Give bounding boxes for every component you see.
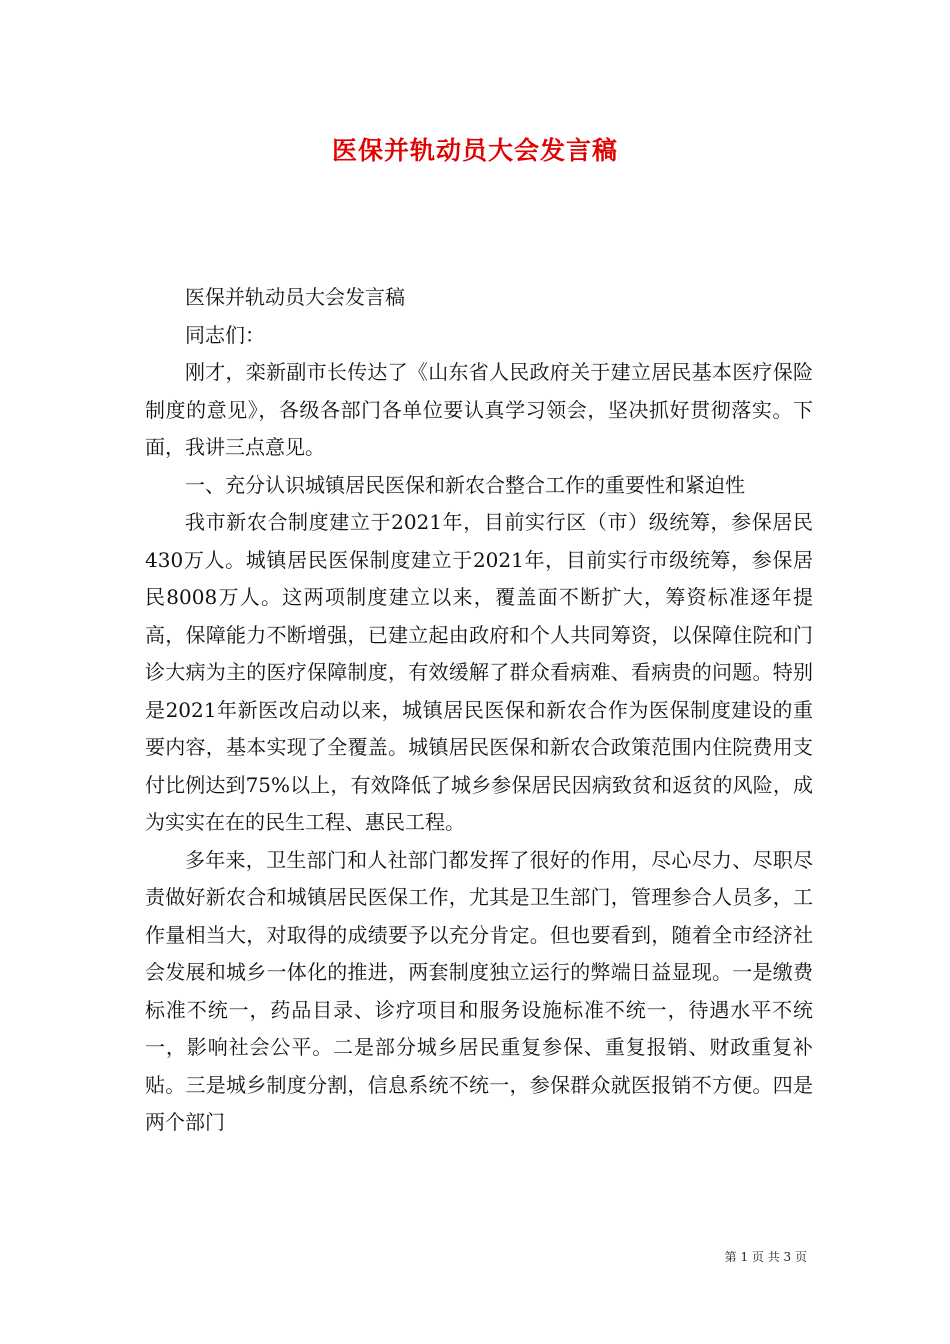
body-paragraph: 刚才，栾新副市长传达了《山东省人民政府关于建立居民基本医疗保险制度的意见》，各级各部门各单位要认真学习领会，坚决抓好贯彻落实。下面，我讲三点意见。: [145, 360, 813, 459]
body-paragraph: 同志们：: [185, 322, 265, 347]
body-paragraph: 我市新农合制度建立于2021年，目前实行区（市）级统筹，参保居民430万人。城镇居民医保制度建立于2021年，目前实行市级统筹，参保居民8008万人。这两项制度建立以来，覆盖面不断扩大，筹资标准逐年提高，保障能力不断增强，已建立起由政府和个人共同筹资，以保障住院和门诊大病为主的医疗保障制度，有效缓解了群众看病难、看病贵的问题。特别是2021年新医改启动以来，城镇居民医保和新农合作为医保制度建设的重要内容，基本实现了全覆盖。城镇居民医保和新农合政策范围内住院费用支付比例达到75%以上，有效降低了城乡参保居民因病致贫和返贫的风险，成为实实在在的民生工程、惠民工程。: [145, 510, 813, 834]
body-paragraph: 医保并轨动员大会发言稿: [185, 285, 405, 309]
body-paragraph: 多年来，卫生部门和人社部门都发挥了很好的作用，尽心尽力、尽职尽责做好新农合和城镇居民医保工作，尤其是卫生部门，管理参合人员多，工作量相当大，对取得的成绩要予以充分肯定。但也要看到，随着全市经济社会发展和城乡一体化的推进，两套制度独立运行的弊端日益显现。一是缴费标准不统一，药品目录、诊疗项目和服务设施标准不统一，待遇水平不统一，影响社会公平。二是部分城乡居民重复参保、重复报销、财政重复补贴。三是城乡制度分割，信息系统不统一，参保群众就医报销不方便。四是两个部门: [145, 847, 813, 1134]
page-number-footer: 第 1 页 共 3 页: [724, 1250, 807, 1264]
document-body: [145, 279, 813, 1142]
page-title: 医保并轨动员大会发言稿: [331, 136, 618, 165]
section-heading: 一、充分认识城镇居民医保和新农合整合工作的重要性和紧迫性: [185, 472, 745, 497]
